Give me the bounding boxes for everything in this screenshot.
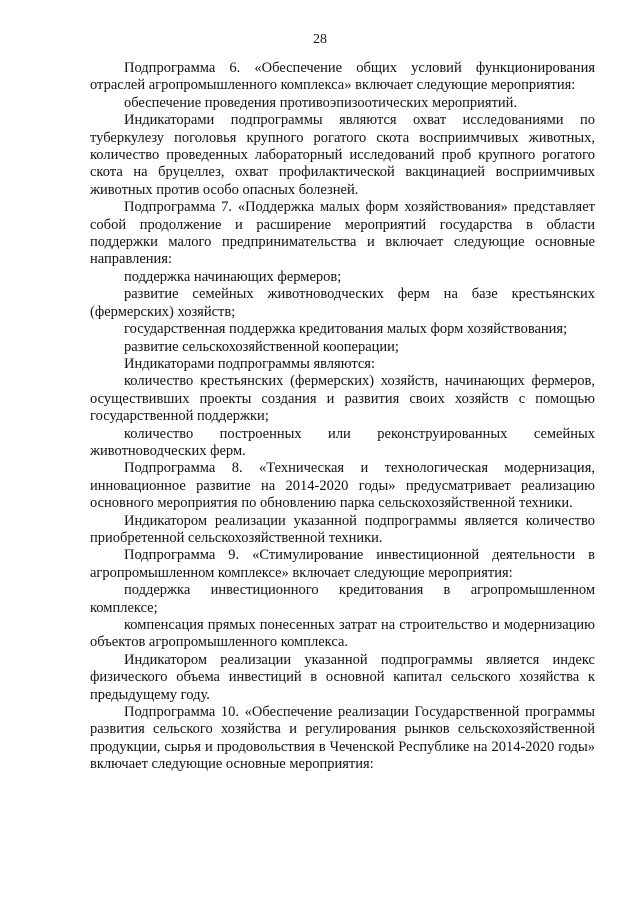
document-body: [90, 60, 595, 774]
paragraph-subprogram-9-intro: Подпрограмма 9. «Стимулирование инвестиционной деятельности в агропромышленном комплексе» включает следующие мероприятия:: [90, 547, 595, 581]
paragraph-subprogram-7-item-1: поддержка начинающих фермеров;: [124, 268, 342, 285]
paragraph-subprogram-9-item-1: поддержка инвестиционного кредитования в агропромышленном комплексе;: [90, 582, 595, 616]
paragraph-subprogram-6-indicators: Индикаторами подпрограммы являются охват исследованиями по туберкулезу поголовья крупного рогатого скота восприимчивых животных, количество проведенных лабораторный исследований проб крупного рогатого скота на бруцеллез, охват профилактической вакцинацией восприимчивых животных против особо опасных болезней.: [90, 112, 595, 198]
paragraph-subprogram-7-indicator-2: количество построенных или реконструированных семейных животноводческих ферм.: [90, 425, 595, 459]
paragraph-subprogram-9-item-2: компенсация прямых понесенных затрат на строительство и модернизацию объектов агропромышленного комплекса.: [90, 617, 595, 651]
paragraph-subprogram-7-item-4: развитие сельскохозяйственной кооперации;: [124, 338, 399, 355]
paragraph-subprogram-7-item-2: развитие семейных животноводческих ферм на базе крестьянских (фермерских) хозяйств;: [90, 286, 595, 320]
paragraph-subprogram-9-indicator: Индикатором реализации указанной подпрограммы является индекс физического объема инвестиций в основной капитал сельского хозяйства к предыдущему году.: [90, 651, 595, 703]
paragraph-subprogram-8-intro: Подпрограмма 8. «Техническая и технологическая модернизация, инновационное развитие на 2014-2020 годы» предусматривает реализацию основного мероприятия по обновлению парка сельскохозяйственной техники.: [90, 460, 595, 512]
paragraph-subprogram-10-intro: Подпрограмма 10. «Обеспечение реализации Государственной программы развития сельского хозяйства и регулирования рынков сельскохозяйственной продукции, сырья и продовольствия в Чеченской Республике на 2014-2020 годы» включает следующие основные мероприятия:: [90, 704, 595, 773]
paragraph-subprogram-6-intro: Подпрограмма 6. «Обеспечение общих условий функционирования отраслей агропромышленного комплекса» включает следующие мероприятия:: [90, 60, 595, 94]
paragraph-subprogram-7-item-3: государственная поддержка кредитования малых форм хозяйствования;: [124, 321, 568, 338]
paragraph-subprogram-6-measure: обеспечение проведения противоэпизоотических мероприятий.: [124, 94, 518, 111]
paragraph-subprogram-7-intro: Подпрограмма 7. «Поддержка малых форм хозяйствования» представляет собой продолжение и расширение мероприятий государства в области поддержки малого предпринимательства и включает следующие основные направления:: [90, 199, 595, 268]
paragraph-subprogram-8-indicator: Индикатором реализации указанной подпрограммы является количество приобретенной сельскохозяйственной техники.: [90, 512, 595, 546]
paragraph-subprogram-7-indicator-1: количество крестьянских (фермерских) хозяйств, начинающих фермеров, осуществивших проекты создания и развития своих хозяйств с помощью государственной поддержки;: [90, 373, 595, 425]
paragraph-subprogram-7-indicators-heading: Индикаторами подпрограммы являются:: [124, 355, 375, 372]
page-number: 28: [313, 32, 327, 47]
